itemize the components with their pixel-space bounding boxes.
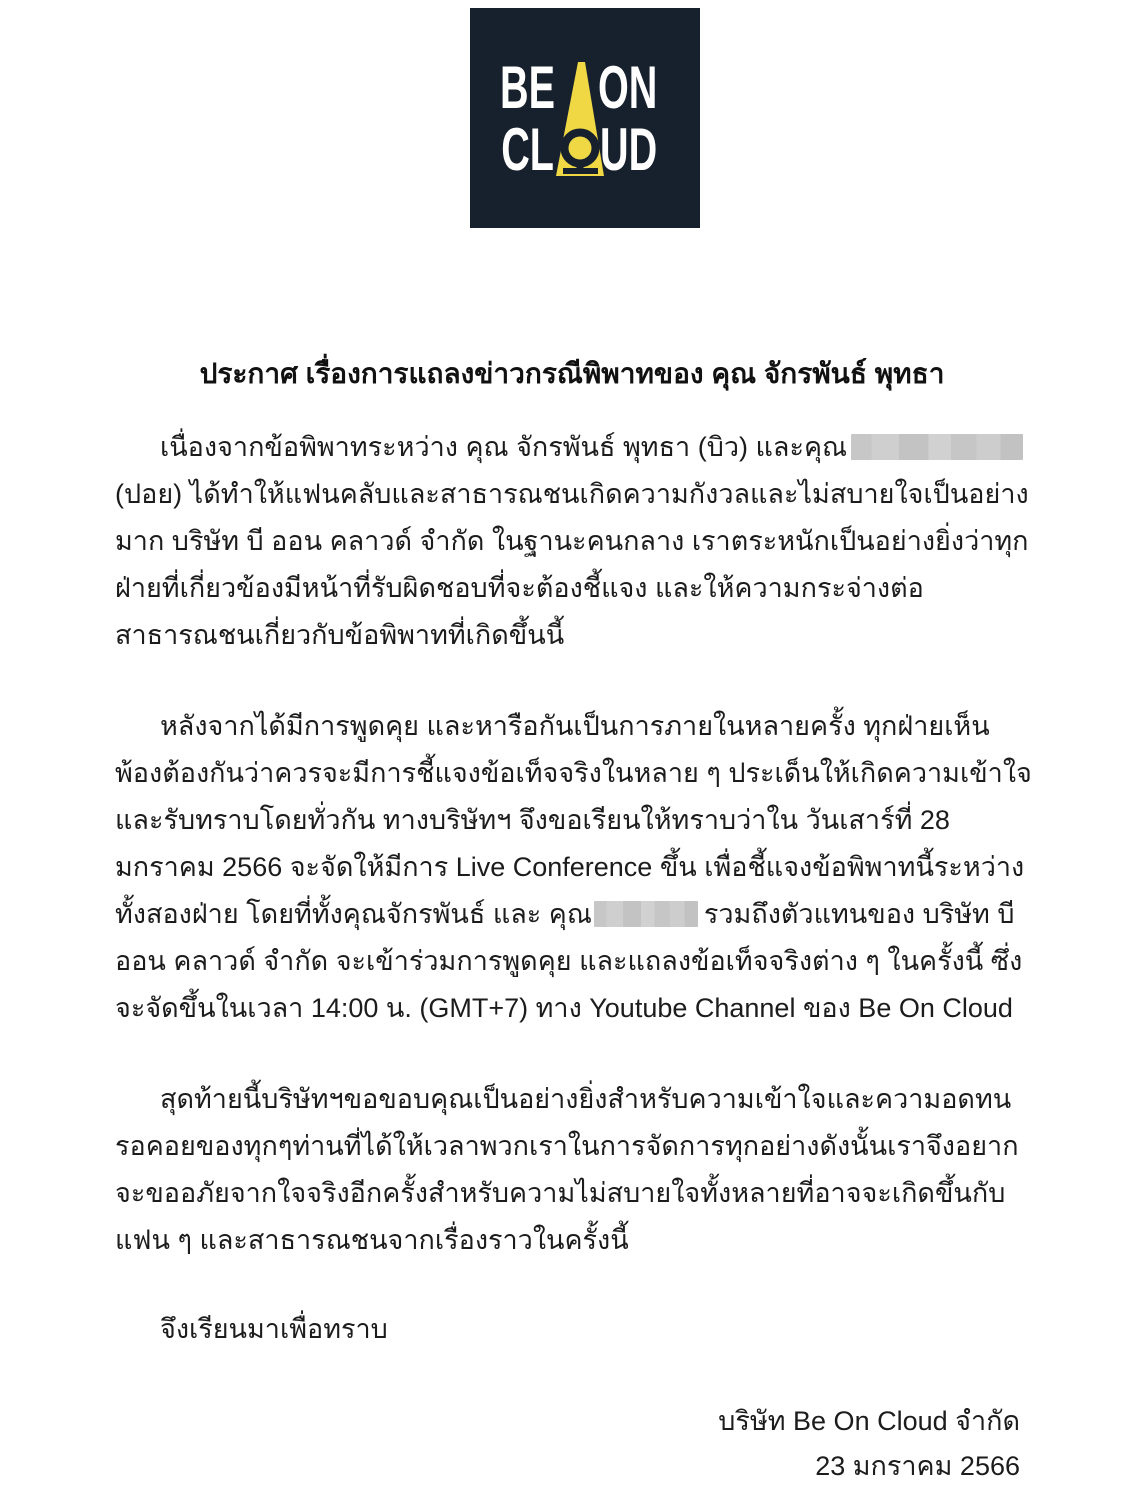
logo-text-ud: UD xyxy=(600,115,658,183)
paragraph-dispute-intro xyxy=(115,424,1032,659)
document-body xyxy=(0,424,1144,1489)
signoff-company: บริษัท Be On Cloud จำกัด xyxy=(718,1406,1020,1436)
signoff-block xyxy=(115,1399,1032,1489)
logo-text-be: BE xyxy=(499,53,555,121)
logo-graphic xyxy=(470,8,700,228)
paragraph-text: รวมถึงตัวแทนของ บริษัท บี ออน คลาวด์ จำกัด จะเข้าร่วมการพูดคุย และแถลงข้อเท็จจริงต่าง ๆ ในครั้งนี้ ซึ่งจะจัดขึ้นในเวลา 14:00 น. (GMT+7) ทาง Youtube Channel ของ Be On Cloud xyxy=(115,899,1023,1023)
redacted-name-2 xyxy=(594,901,698,927)
announcement-page xyxy=(0,8,1144,1481)
paragraph-text: หลังจากได้มีการพูดคุย และหารือกันเป็นการภายในหลายครั้ง ทุกฝ่ายเห็นพ้องต้องกันว่าควรจะมีการชี้แจงข้อเท็จจริงในหลาย ๆ ประเด็นให้เกิดความเข้าใจ และรับทราบโดยทั่วกัน ทางบริษัทฯ จึงขอเรียนให้ทราบว่าใน วันเสาร์ที่ 28 มกราคม 2566 จะจัดให้มีการ Live Conference ขึ้น เพื่อชี้แจงข้อพิพาทนี้ระหว่างทั้งสองฝ่าย โดยที่ทั้งคุณจักรพันธ์ และ คุณ xyxy=(115,711,1032,929)
paragraph-text: เนื่องจากข้อพิพาทระหว่าง คุณ จักรพันธ์ พุทธา (บิว) และคุณ xyxy=(160,432,848,462)
paragraph-live-conference xyxy=(115,703,1032,1032)
be-on-cloud-logo xyxy=(470,8,700,228)
logo-text-cl: CL xyxy=(501,115,554,183)
logo-text-on: ON xyxy=(598,53,658,121)
paragraph-apology xyxy=(115,1076,1032,1264)
paragraph-text: สุดท้ายนี้บริษัทฯขอขอบคุณเป็นอย่างยิ่งสำหรับความเข้าใจและความอดทนรอคอยของทุกๆท่านที่ได้ให้เวลาพวกเราในการจัดการทุกอย่างดังนั้นเราจึงอยากจะขออภัยจากใจจริงอีกครั้งสำหรับความไม่สบายใจทั้งหลายที่อาจจะเกิดขึ้นกับแฟน ๆ และสาธารณชนจากเรื่องราวในครั้งนี้ xyxy=(115,1084,1019,1255)
paragraph-text: (ปอย) ได้ทำให้แฟนคลับและสาธารณชนเกิดความกังวลและไม่สบายใจเป็นอย่างมาก บริษัท บี ออน คลาวด์ จำกัด ในฐานะคนกลาง เราตระหนักเป็นอย่างยิ่งว่าทุกฝ่ายที่เกี่ยวข้องมีหน้าที่รับผิดชอบที่จะต้องชี้แจง และให้ความกระจ่างต่อสาธารณชนเกี่ยวกับข้อพิพาทที่เกิดขึ้นนี้ xyxy=(115,479,1029,650)
document-title: ประกาศ เรื่องการแถลงข่าวกรณีพิพาทของ คุณ จักรพันธ์ พุทธา xyxy=(199,358,945,389)
closing-line: จึงเรียนมาเพื่อทราบ xyxy=(160,1314,388,1344)
redacted-name-1 xyxy=(851,434,1023,460)
signoff-date: 23 มกราคม 2566 xyxy=(815,1451,1020,1481)
